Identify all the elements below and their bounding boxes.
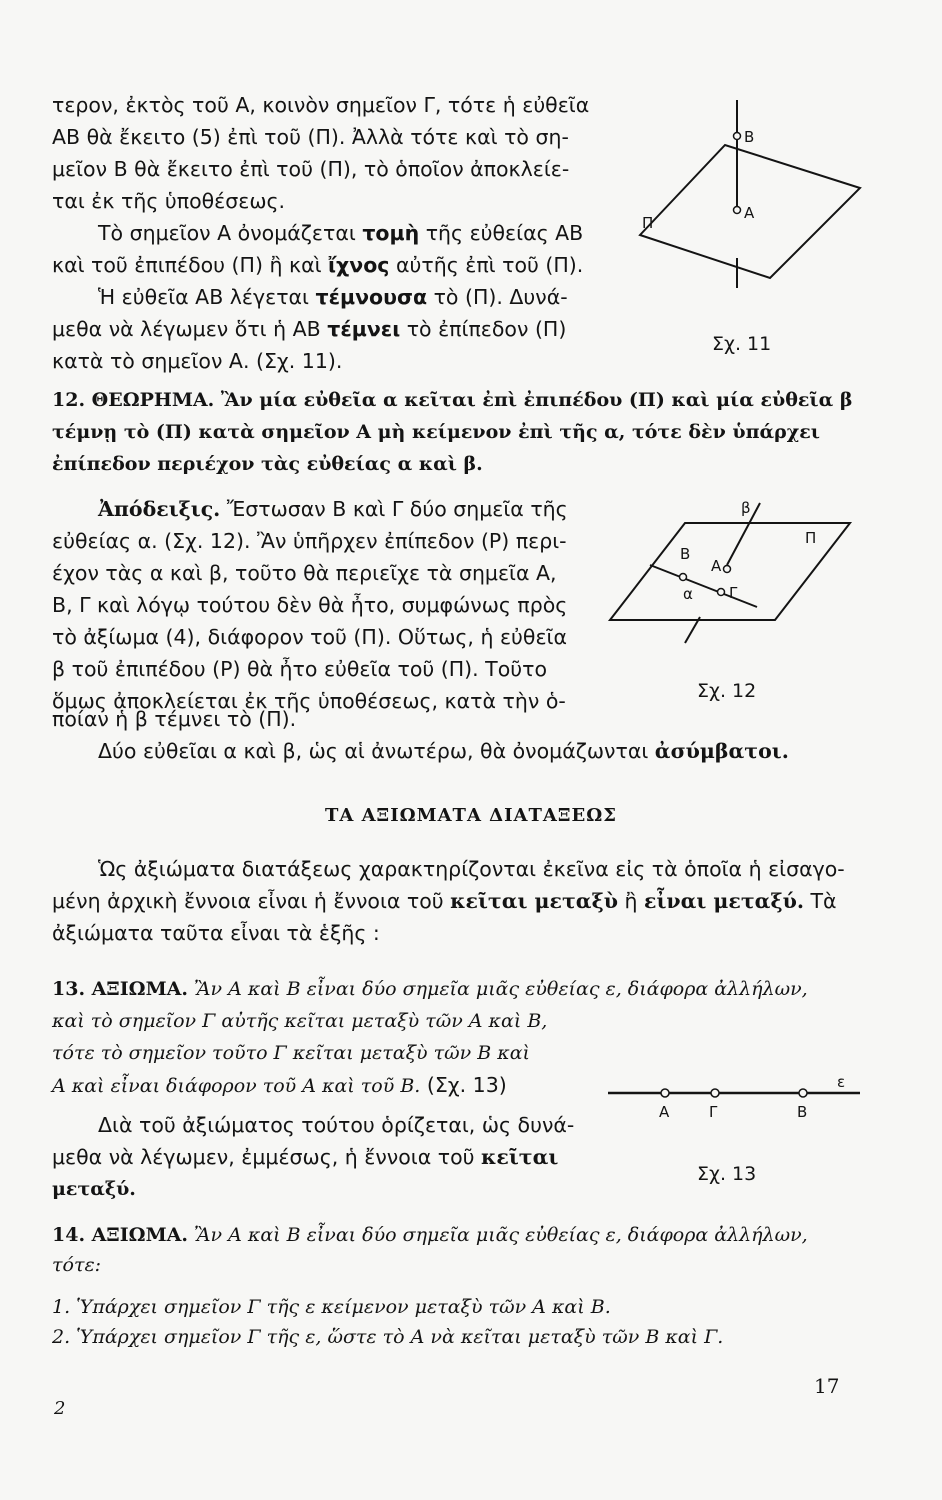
text-line: β τοῦ ἐπιπέδου (Ρ) θὰ ἦτο εὐθεῖα τοῦ (Π). Τοῦτο [52,657,547,681]
axiom-item: 2. Ὑπάρχει σημεῖον Γ τῆς ε, ὥστε τὸ Α νὰ κεῖται μεταξὺ τῶν Β καὶ Γ. [52,1326,724,1348]
text-line: μεῖον Β θὰ ἔκειτο ἐπὶ τοῦ (Π), τὸ ὁποῖον ἀποκλείε- [52,157,570,181]
text-line: έχον τὰς α καὶ β, τοῦτο θὰ περιεῖχε τὰ σημεῖα Α, [52,561,557,585]
figure-caption: Σχ. 13 [697,1163,757,1185]
text-line: Β, Γ καὶ λόγῳ τούτου δὲν θὰ ἦτο, συμφώνως πρὸς [52,593,568,617]
point-b [799,1089,807,1097]
label-a: Α [744,204,755,222]
point-g [718,589,725,596]
text-line: ται ἐκ τῆς ὑποθέσεως. [52,189,286,213]
label-a: Α [711,557,722,575]
label-p: Π [805,529,817,547]
text-line: τὸ ἀξίωμα (4), διάφορον τοῦ (Π). Οὕτως, ἡ εὐθεῖα [52,625,567,649]
text-line: μεθα νὰ λέγωμεν, ἐμμέσως, ἡ ἔννοια τοῦ κεῖται [52,1145,559,1169]
label-beta: β [741,499,751,517]
figure-13 [605,1075,865,1135]
label-b: Β [797,1103,808,1121]
axiom-line: 13. ΑΞΙΩΜΑ. Ἂν Α καὶ Β εἶναι δύο σημεῖα μιᾶς εὐθείας ε, διάφορα ἀλλήλων, [52,978,808,1000]
text-line: μένη ἀρχικὴ ἔννοια εἶναι ἡ ἔννοια τοῦ κεῖται μεταξὺ ἢ εἶναι μεταξύ. Τὰ [52,889,837,913]
text-line: καὶ τοῦ ἐπιπέδου (Π) ἢ καὶ ἴχνος αὐτῆς ἐπὶ τοῦ (Π). [52,253,584,277]
text-line: ποίαν ἡ β τέμνει τὸ (Π). [52,707,297,731]
point-b [680,574,687,581]
figure-caption: Σχ. 12 [697,680,757,702]
label-b: Β [680,545,691,563]
point-b [734,133,741,140]
label-b: Β [744,128,755,146]
axiom-line: Α καὶ εἶναι διάφορον τοῦ Α καὶ τοῦ Β. (Σχ. 13) [52,1073,507,1097]
figure-11 [620,90,880,330]
text-line: Ἡ εὐθεῖα ΑΒ λέγεται τέμνουσα τὸ (Π). Δυνά- [98,285,568,309]
text-line: μεθα νὰ λέγωμεν ὅτι ἡ ΑΒ τέμνει τὸ ἐπίπεδον (Π) [52,317,567,341]
label-g: Γ [729,584,738,602]
figure-12 [605,495,865,670]
label-p: Π [642,214,654,232]
text-line: ὅμως ἀποκλείεται ἐκ τῆς ὑποθέσεως, κατὰ τὴν ὁ- [52,689,566,713]
label-a: Α [659,1103,670,1121]
axiom-line: καὶ τὸ σημεῖον Γ αὐτῆς κεῖται μεταξὺ τῶν Α καὶ Β, [52,1010,548,1032]
text-line: ΑΒ θὰ ἔκειτο (5) ἐπὶ τοῦ (Π). Ἀλλὰ τότε καὶ τὸ ση- [52,125,569,149]
page-number: 17 [814,1374,840,1398]
point-g [711,1089,719,1097]
text-line: Ὡς ἀξιώματα διατάξεως χαρακτηρίζονται ἐκεῖνα εἰς τὰ ὁποῖα ἡ εἰσαγο- [98,857,845,881]
theorem-line: 12. ΘΕΩΡΗΜΑ. Ἂν μία εὐθεῖα α κεῖται ἐπὶ ἐπιπέδου (Π) καὶ μία εὐθεῖα β [52,389,853,411]
axiom-line: τότε: [52,1254,102,1276]
axiom-line: τότε τὸ σημεῖον τοῦτο Γ κεῖται μεταξὺ τῶν Β καὶ [52,1042,530,1064]
axiom-line: 14. ΑΞΙΩΜΑ. Ἂν Α καὶ Β εἶναι δύο σημεῖα μιᾶς εὐθείας ε, διάφορα ἀλλήλων, [52,1224,808,1246]
text-line: Διὰ τοῦ ἀξιώματος τούτου ὁρίζεται, ὡς δυνά- [98,1113,575,1137]
label-g: Γ [709,1103,718,1121]
theorem-line: τέμνῃ τὸ (Π) κατὰ σημεῖον Α μὴ κείμενον ἐπὶ τῆς α, τότε δὲν ὑπάρχει [52,421,820,443]
text-line: ἀξιώματα ταῦτα εἶναι τὰ ἑξῆς : [52,921,380,945]
axiom-item: 1. Ὑπάρχει σημεῖον Γ τῆς ε κείμενον μεταξὺ τῶν Α καὶ Β. [52,1296,611,1318]
label-alpha: α [683,585,693,603]
text-line: εὐθείας α. (Σχ. 12). Ἂν ὑπῆρχεν ἐπίπεδον (Ρ) περι- [52,529,567,553]
text-line: μεταξύ. [52,1178,136,1200]
point-a [724,566,731,573]
figure-caption: Σχ. 11 [712,333,772,355]
section-heading: ΤΑ ΑΞΙΩΜΑΤΑ ΔΙΑΤΑΞΕΩΣ [324,805,618,826]
label-e: ε [837,1073,846,1091]
text-line: κατὰ τὸ σημεῖον Α. (Σχ. 11). [52,349,343,373]
point-a [661,1089,669,1097]
text-line: τερον, ἐκτὸς τοῦ Α, κοινὸν σημεῖον Γ, τότε ἡ εὐθεῖα [52,93,590,117]
text-line: Τὸ σημεῖον Α ὀνομάζεται τομὴ τῆς εὐθείας ΑΒ [98,221,584,245]
signature-mark: 2 [54,1398,66,1419]
theorem-line: ἐπίπεδον περιέχον τὰς εὐθείας α καὶ β. [52,453,483,475]
line-alpha [650,565,757,607]
point-a [734,207,741,214]
text-line: Ἀπόδειξις. Ἔστωσαν Β καὶ Γ δύο σημεῖα τῆς [98,497,568,521]
text-line: Δύο εὐθεῖαι α καὶ β, ὡς αἱ ἀνωτέρω, θὰ ὀνομάζωνται ἀσύμβατοι. [98,739,789,763]
